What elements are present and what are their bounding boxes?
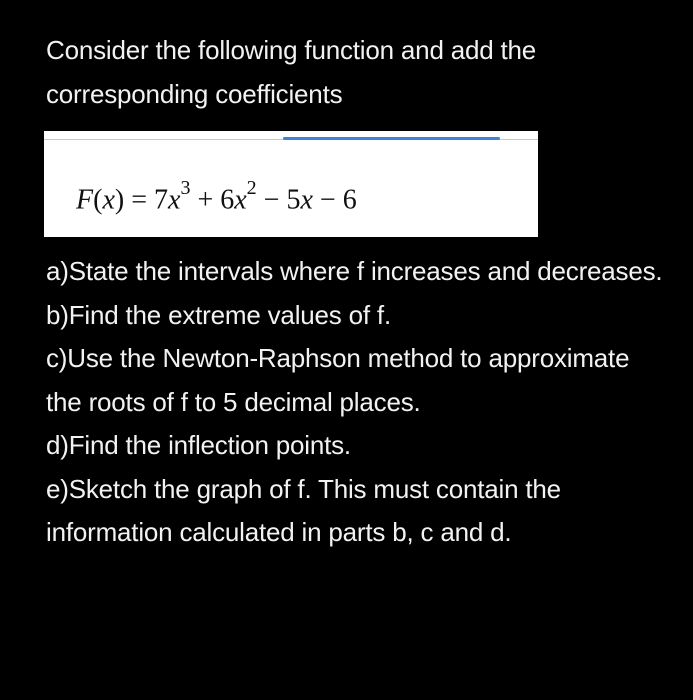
- question-label: b): [46, 299, 69, 330]
- formula-term1-var: x: [168, 184, 181, 216]
- intro-text: Consider the following function and add the corresponding coefficients: [46, 35, 537, 109]
- question-text: Use the Newton-Raphson method to approximate the roots of f to 5 decimal places.: [46, 343, 630, 417]
- formula-op3: −: [312, 184, 343, 216]
- function-formula: [76, 177, 357, 216]
- formula-paren-close: ): [114, 184, 125, 216]
- question-label: a): [46, 256, 69, 286]
- formula-variable: x: [102, 184, 115, 216]
- formula-term1-exp: 3: [180, 177, 191, 199]
- formula-image: [44, 131, 538, 237]
- question-list: [46, 250, 666, 555]
- formula-term1-coef: 7: [154, 184, 168, 216]
- question-item-b: [46, 294, 666, 338]
- formula-op1: +: [190, 184, 221, 216]
- formula-term3-coef: 5: [286, 184, 301, 216]
- question-text: Sketch the graph of f. This must contain the information calculated in parts b, c and d.: [46, 473, 561, 547]
- question-item-d: [46, 424, 666, 468]
- formula-term2-coef: 6: [220, 184, 235, 216]
- question-text: State the intervals where f increases and decreases.: [68, 256, 663, 286]
- formula-term2-var: x: [234, 184, 247, 216]
- question-item-e: [46, 468, 666, 555]
- question-label: e): [46, 473, 69, 504]
- question-item-a: [46, 250, 666, 294]
- question-item-c: [46, 337, 666, 424]
- question-text: Find the inflection points.: [68, 430, 351, 460]
- formula-term2-exp: 2: [246, 177, 257, 199]
- formula-paren-open: (: [93, 184, 103, 216]
- formula-function-name: F: [76, 184, 94, 216]
- formula-op2: −: [256, 184, 287, 216]
- formula-equals: =: [124, 184, 154, 216]
- accent-bar: [283, 137, 500, 140]
- question-text: Find the extreme values of f.: [68, 299, 391, 330]
- question-label: c): [46, 343, 68, 373]
- formula-constant: 6: [342, 184, 357, 216]
- formula-term3-var: x: [300, 184, 313, 216]
- question-label: d): [46, 430, 69, 460]
